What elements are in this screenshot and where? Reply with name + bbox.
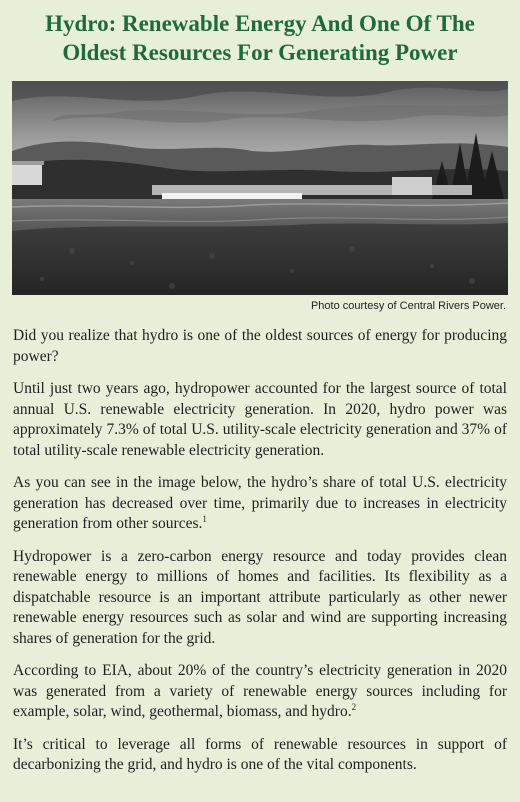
paragraph-text: As you can see in the image below, the hydro’s share of total U.S. electricity generation has decreased over time, primarily due to increases in electricity generation from other sources. [13, 474, 507, 532]
article-body [12, 326, 508, 776]
paragraph [13, 326, 507, 367]
paragraph [13, 379, 507, 461]
paragraph [13, 547, 507, 650]
title-line-1: Hydro: Renewable Energy And One Of The [45, 11, 475, 36]
title-line-2: Oldest Resources For Generating Power [62, 40, 458, 65]
paragraph-text: Hydropower is a zero-carbon energy resource and today provides clean renewable energy to millions of homes and facilities. Its flexibility as a dispatchable resource is an important attribute particularly as other newer renewable energy resources such as solar and wind are supporting increasing shares of generation for the grid. [13, 547, 507, 647]
hydro-dam-photo [12, 81, 508, 295]
paragraph-text: Did you realize that hydro is one of the oldest sources of energy for producing power? [13, 327, 507, 365]
page-title [12, 0, 508, 67]
paragraph [13, 661, 507, 723]
near-riverbank [12, 223, 508, 295]
paragraph-text: Until just two years ago, hydropower accounted for the largest source of total annual U.S. renewable electricity generation. In 2020, hydro power was approximately 7.3% of total U.S. utility-scale electricity generation and 37% of total utility-scale renewable electricity generation. [13, 380, 507, 459]
paragraph-text: It’s critical to leverage all forms of renewable resources in support of decarbonizing the grid, and hydro is one of the vital components. [13, 735, 507, 773]
photo-caption: Photo courtesy of Central Rivers Power. [310, 300, 506, 312]
footnote-marker: 2 [351, 701, 357, 712]
paragraph [13, 473, 507, 535]
paragraph-text: According to EIA, about 20% of the country’s electricity generation in 2020 was generated from a variety of renewable energy sources including for example, solar, wind, geothermal, biomass, and hydro. [13, 662, 507, 720]
powerhouse [392, 177, 432, 195]
dam-photo-illustration [12, 81, 508, 295]
paragraph [13, 735, 507, 776]
footnote-marker: 1 [202, 513, 207, 524]
building-left [12, 163, 42, 185]
